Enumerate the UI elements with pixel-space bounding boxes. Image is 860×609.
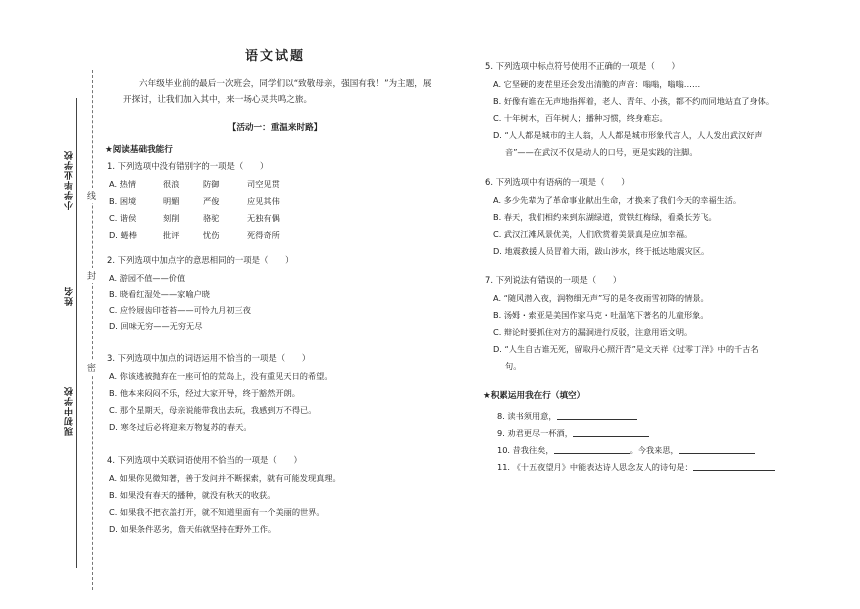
q7-option-d-cont: 句。 bbox=[505, 361, 522, 371]
q5-option-c: C. 十年树木，百年树人；播种习惯，终身难忘。 bbox=[493, 113, 668, 123]
q1-cell: 防御 bbox=[203, 179, 220, 189]
q5-option-d-cont: 音”——在武汉不仅是动人的口号，更是实践的注脚。 bbox=[505, 147, 698, 157]
q1-cell: 骆驼 bbox=[203, 213, 220, 223]
q1-cell: 严俊 bbox=[203, 196, 220, 206]
q1-cell: 很浪 bbox=[163, 179, 180, 189]
question-6: 6. 下列选项中有语病的一项是（ ） bbox=[485, 177, 630, 187]
q1-cell: 刻削 bbox=[163, 213, 180, 223]
question-7: 7. 下列说法有错误的一项是（ ） bbox=[485, 275, 622, 285]
cut-mark-line: 线 bbox=[87, 188, 96, 203]
question-4: 4. 下列选项中关联词语使用不恰当的一项是（ ） bbox=[107, 455, 302, 465]
fill-11 bbox=[497, 461, 775, 471]
question-5: 5. 下列选项中标点符号使用不正确的一项是（ ） bbox=[485, 61, 680, 71]
fill-9-text: 9. 劝君更尽一杯酒， bbox=[497, 427, 573, 438]
section-reading: ★阅读基础我能行 bbox=[105, 145, 173, 155]
q7-option-d: D. “人生自古谁无死，留取丹心照汗青”是文天祥《过零丁洋》中的千古名 bbox=[493, 344, 759, 354]
fill-10-text-b: 。今我来思， bbox=[629, 444, 679, 455]
q7-option-c: C. 辩论时要抓住对方的漏洞进行反驳，注意用语文明。 bbox=[493, 327, 693, 337]
q7-option-a: A. “随风潜入夜，润物细无声”写的是冬夜雨雪初降的情景。 bbox=[493, 293, 709, 303]
q1-cell: 无独有偶 bbox=[247, 213, 280, 223]
fill-8-text: 8. 读书须用意， bbox=[497, 410, 557, 421]
q2-option-b: B. 晓看红湿处——家喻户晓 bbox=[109, 289, 210, 299]
activity-heading: 【活动一：重温来时路】 bbox=[227, 123, 323, 133]
q4-option-b: B. 如果没有春天的播种，就没有秋天的收获。 bbox=[109, 490, 276, 500]
q4-option-d: D. 如果条件恶劣，詹天佑就坚持在野外工作。 bbox=[109, 524, 277, 534]
q1-cell: D. 蜷棒 bbox=[109, 230, 137, 240]
q1-cell: 批评 bbox=[163, 230, 180, 240]
question-2: 2. 下列选项中加点字的意思相同的一项是（ ） bbox=[107, 255, 294, 265]
q1-cell: 应见其伟 bbox=[247, 196, 280, 206]
fill-8 bbox=[497, 410, 637, 420]
binding-line bbox=[76, 98, 77, 568]
q6-option-b: B. 春天，我们相约来到东湖绿道，赏铁红梅绿，看桑长芳飞。 bbox=[493, 212, 717, 222]
q4-option-c: C. 如果我不把衣盖打开，就不知道里面有一个美丽的世界。 bbox=[109, 507, 325, 517]
fill-11-blank[interactable] bbox=[693, 461, 775, 471]
fill-8-blank[interactable] bbox=[557, 410, 637, 420]
binding-margin bbox=[0, 0, 110, 609]
middle-school-label: 现初中学校 bbox=[65, 386, 75, 436]
q1-cell: C. 谐侯 bbox=[109, 213, 137, 223]
cut-mark-seal: 封 bbox=[87, 268, 96, 283]
q5-option-b: B. 好像有谁在无声地指挥着，老人、青年、小孩，都不约而同地站直了身体。 bbox=[493, 96, 775, 106]
question-3: 3. 下列选项中加点的词语运用不恰当的一项是（ ） bbox=[107, 353, 311, 363]
q6-option-d: D. 地震救援人员冒着大雨，跋山涉水，终于抵达地震灾区。 bbox=[493, 246, 710, 256]
q1-cell: 死得奇所 bbox=[247, 230, 280, 240]
q6-option-a: A. 多少先辈为了革命事业献出生命，才换来了我们今天的幸福生活。 bbox=[493, 195, 742, 205]
page-title: 语文试题 bbox=[244, 49, 305, 64]
fill-10 bbox=[497, 444, 755, 454]
q1-cell: 忧伤 bbox=[203, 230, 220, 240]
q2-option-d: D. 回味无穷——无穷无尽 bbox=[109, 321, 203, 331]
fill-9-blank[interactable] bbox=[573, 427, 649, 437]
q1-cell: B. 困境 bbox=[109, 196, 137, 206]
q1-cell: A. 热情 bbox=[109, 179, 137, 189]
q3-option-a: A. 你该逃被抛弃在一座可怕的荒岛上，没有重见天日的希望。 bbox=[109, 371, 333, 381]
fill-11-text: 11. 《十五夜望月》中能表达诗人思念友人的诗句是： bbox=[497, 461, 693, 472]
cut-line bbox=[92, 70, 93, 590]
school-label: 小学毕业学校 bbox=[65, 150, 75, 210]
question-1: 1. 下列选项中没有错别字的一项是（ ） bbox=[107, 161, 269, 171]
section-accumulation: ★积累运用我在行（填空） bbox=[483, 391, 586, 401]
q2-option-a: A. 游园不值——价值 bbox=[109, 273, 186, 283]
name-label: 姓名 bbox=[65, 286, 75, 306]
q5-option-d: D. “人人都是城市的主人翁，人人都是城市形象代言人，人人发出武汉好声 bbox=[493, 130, 763, 140]
fill-10-blank-b[interactable] bbox=[679, 444, 755, 454]
q3-option-c: C. 那个星期天，母亲说能带我出去玩，我感到万不得已。 bbox=[109, 405, 317, 415]
cut-mark-secret: 密 bbox=[87, 360, 96, 375]
q1-cell: 明媚 bbox=[163, 196, 180, 206]
q1-cell: 司空见贯 bbox=[247, 179, 280, 189]
fill-9 bbox=[497, 427, 649, 437]
q5-option-a: A. 它坚硬的麦茬里还会发出清脆的声音：嗡嗡，嗡嗡…… bbox=[493, 79, 701, 89]
fill-10-text-a: 10. 昔我往矣， bbox=[497, 444, 554, 455]
q2-option-c: C. 应怜屐齿印苍苔——可怜九月初三夜 bbox=[109, 305, 251, 315]
q3-option-b: B. 他本来闷闷不乐，经过大家开导，终于豁然开朗。 bbox=[109, 388, 300, 398]
q6-option-c: C. 武汉江滩风景优美，人们欣赏着美景真是应加幸福。 bbox=[493, 229, 693, 239]
q7-option-b: B. 汤姆・索亚是美国作家马克・吐温笔下著名的儿童形象。 bbox=[493, 310, 709, 320]
q4-option-a: A. 如果你见微知著，善于发问并不断探索，就有可能发现真理。 bbox=[109, 473, 341, 483]
q3-option-d: D. 寒冬过后必将迎来万物复苏的春天。 bbox=[109, 422, 252, 432]
fill-10-blank-a[interactable] bbox=[554, 444, 630, 454]
intro-text: 六年级毕业前的最后一次班会，同学们以“致敬母亲，强国有我！”为主题，展开探讨，让我们加入其中，来一场心灵共鸣之旅。 bbox=[123, 79, 432, 105]
